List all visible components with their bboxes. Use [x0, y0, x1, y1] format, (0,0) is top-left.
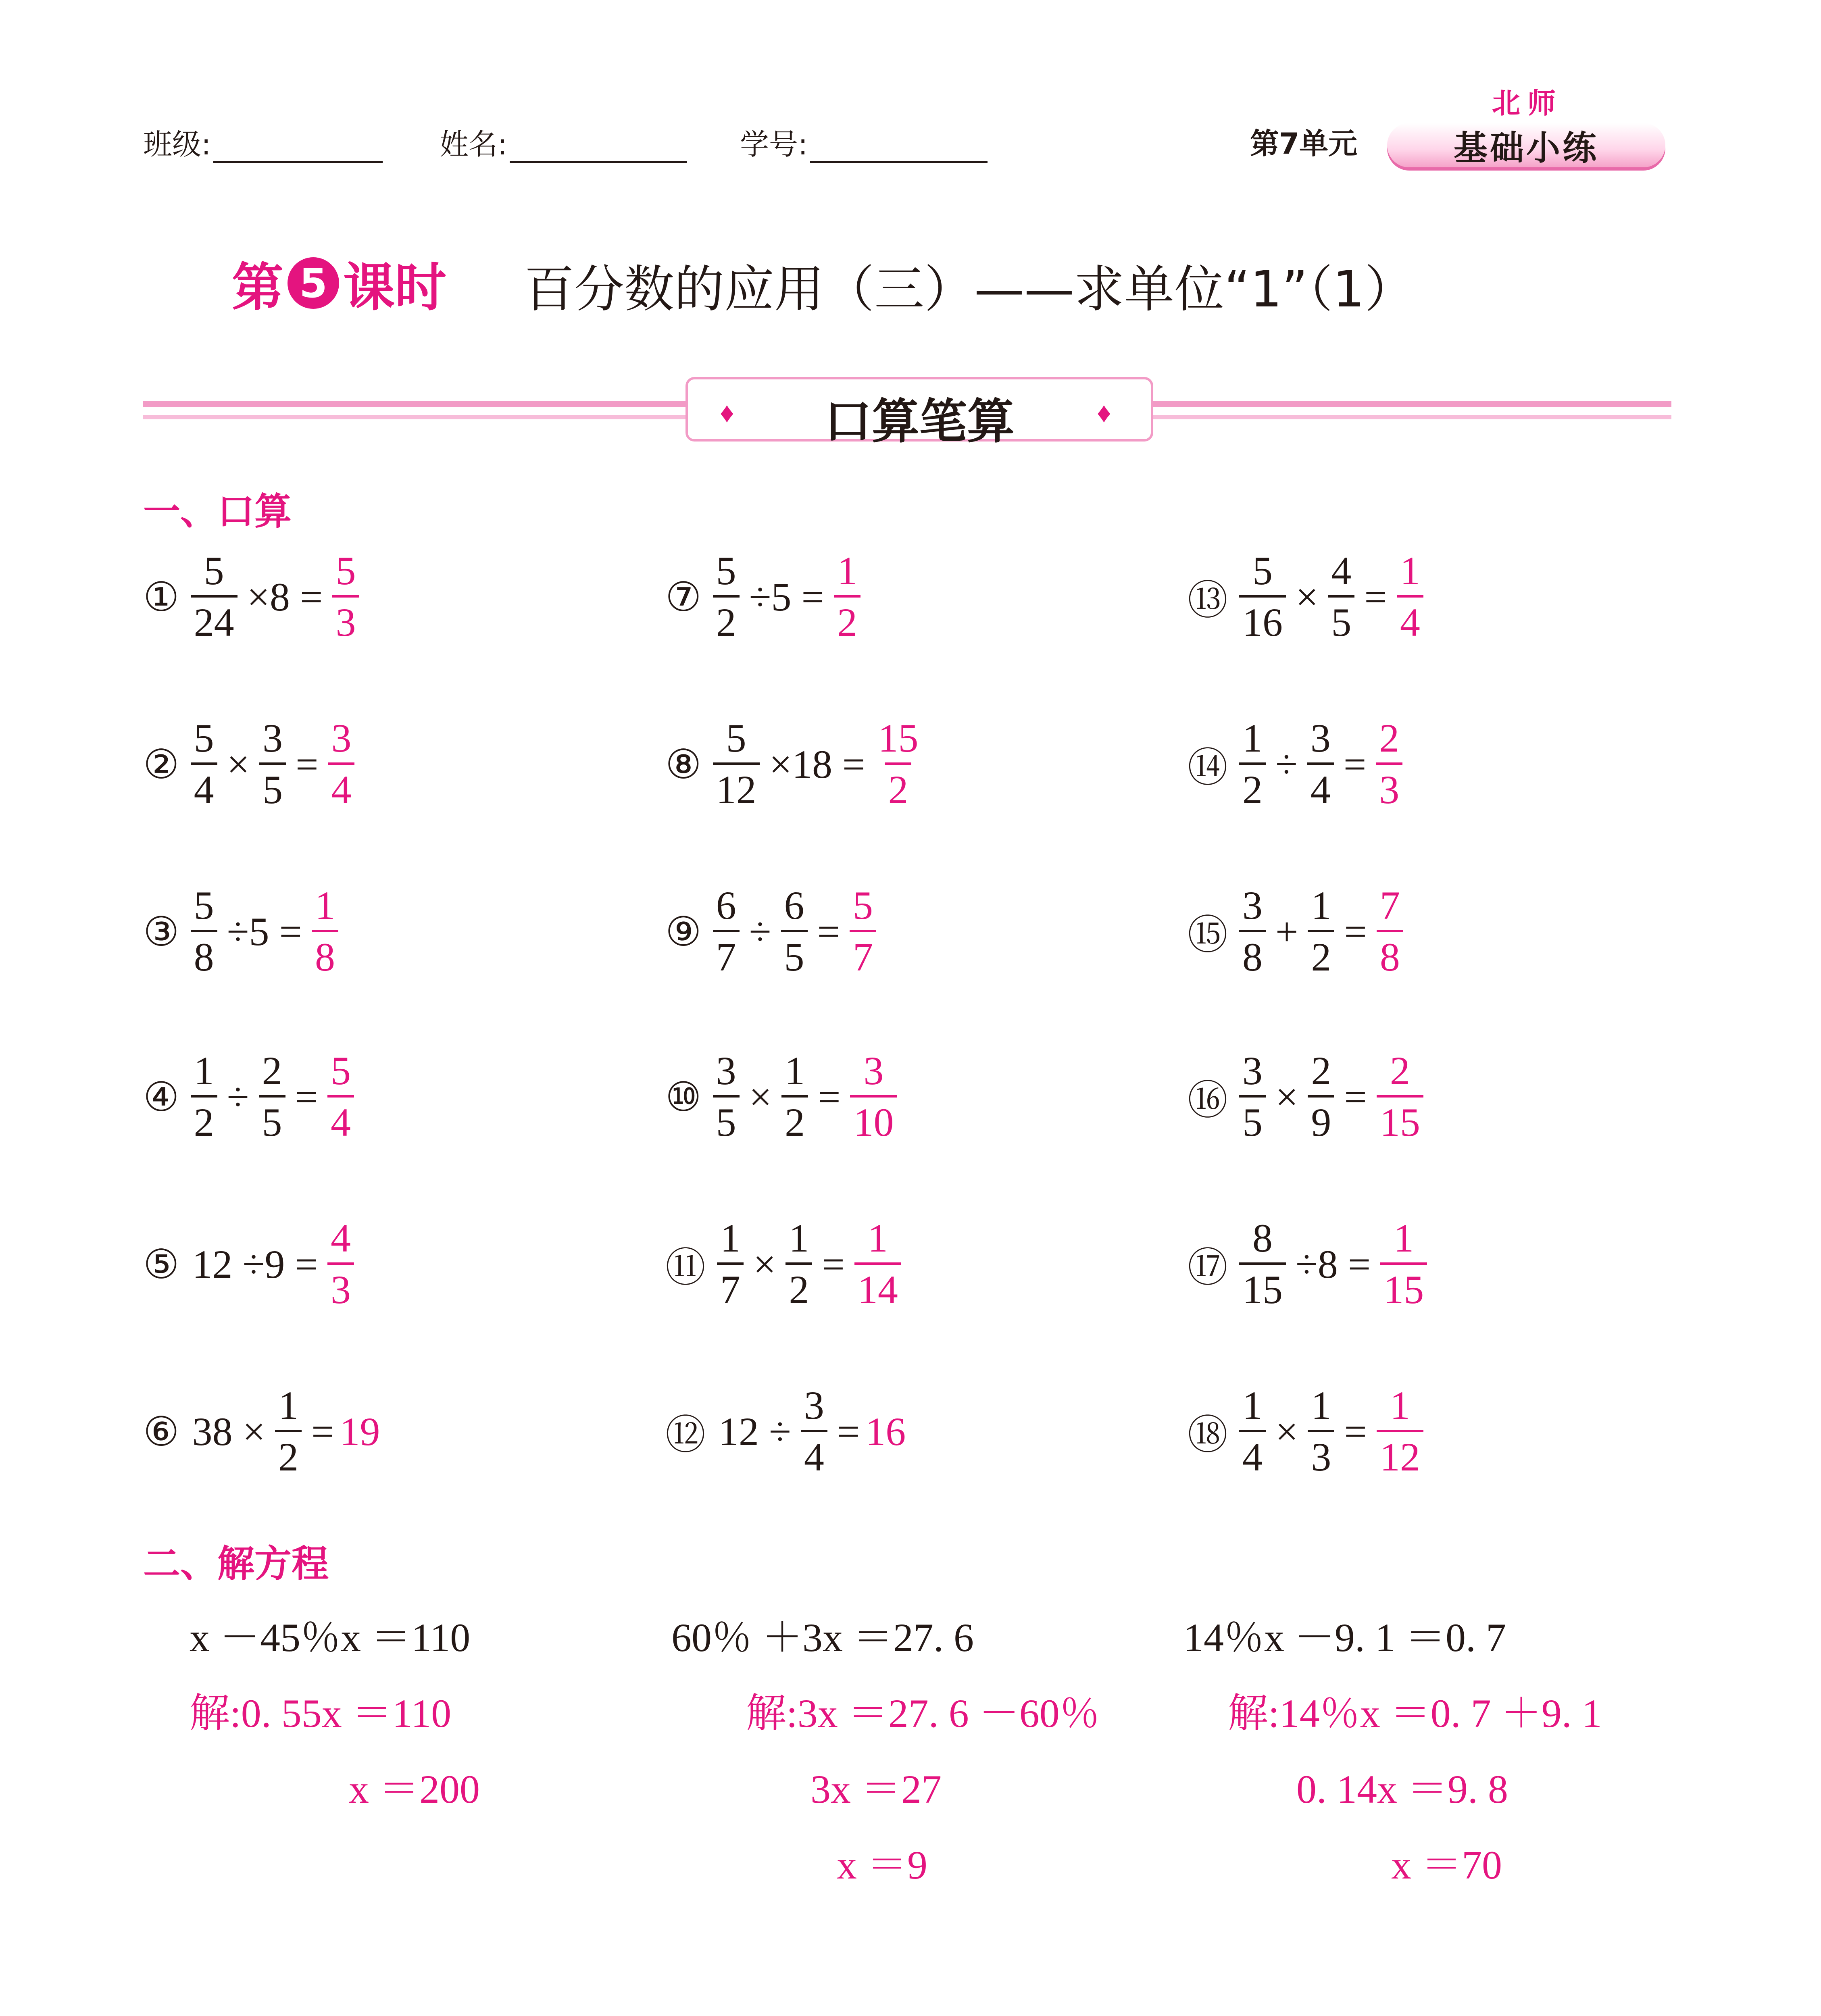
problem-number: ①: [143, 575, 179, 620]
equation-question: 14％x －9. 1 ＝0. 7: [1183, 1615, 1506, 1660]
expression-text: =: [1343, 741, 1367, 787]
answer-fraction: [328, 718, 354, 810]
denominator: 15: [1380, 1262, 1427, 1310]
denominator: 5: [259, 762, 286, 810]
answer-value: 19: [340, 1409, 380, 1454]
denominator: 4: [328, 762, 354, 810]
denominator: 4: [327, 1095, 354, 1143]
problem-number: ⑦: [665, 575, 702, 620]
problem-number: ⑫: [665, 1413, 706, 1458]
fraction: [191, 885, 217, 977]
numerator: 1: [1394, 1216, 1414, 1260]
problem-number: ②: [143, 742, 179, 787]
fraction: [259, 718, 286, 810]
expression-text: 12 ÷9 =: [192, 1241, 318, 1287]
denominator: 3: [1376, 762, 1402, 810]
expression-text: =: [295, 1074, 318, 1119]
fraction: [1308, 1048, 1334, 1145]
expression-text: +: [1275, 909, 1298, 954]
denominator: 7: [713, 930, 740, 977]
page-title: 百分数的应用（三）——求单位“1”（1）: [524, 260, 1415, 319]
fraction: [1239, 885, 1266, 977]
answer-fraction: [1376, 718, 1402, 810]
answer-fraction: [327, 1218, 354, 1310]
numerator: 3: [1242, 883, 1263, 928]
numerator: 7: [1379, 883, 1400, 928]
fraction: [781, 1048, 808, 1145]
numerator: 2: [1379, 716, 1400, 760]
denominator: 5: [259, 1095, 285, 1143]
expression-text: ×: [1275, 1074, 1298, 1119]
problem-item: [1188, 1204, 1431, 1325]
solution-step: 解:14％x ＝0. 7 ＋9. 1: [1228, 1691, 1602, 1736]
numerator: 3: [716, 1048, 736, 1093]
answer-fraction: [1377, 1048, 1423, 1145]
fraction: [713, 885, 740, 977]
section-heading-equations: 二、解方程: [143, 1542, 329, 1585]
problem-number: ③: [143, 909, 179, 954]
problem-item: [1188, 536, 1427, 657]
fraction: [1239, 548, 1286, 645]
expression-text: 38 ×: [192, 1409, 266, 1454]
denominator: 10: [850, 1095, 897, 1143]
answer-value: 16: [865, 1409, 906, 1454]
expression-text: ÷5 =: [749, 574, 824, 619]
denominator: 2: [191, 1095, 217, 1143]
numerator: 1: [1400, 548, 1420, 593]
problem-number: ⑨: [665, 909, 702, 954]
numerator: 3: [1310, 716, 1331, 760]
problem-item: [143, 871, 342, 992]
problem-number: ⑰: [1188, 1245, 1228, 1290]
denominator: 2: [275, 1430, 302, 1477]
expression-text: =: [818, 1074, 841, 1119]
solution-step: x ＝70: [1391, 1843, 1502, 1887]
expression-text: =: [817, 909, 840, 954]
denominator: 2: [1308, 930, 1334, 977]
denominator: 4: [1397, 595, 1423, 643]
numerator: 5: [194, 716, 214, 760]
numerator: 15: [878, 716, 919, 760]
problem-item: [143, 1371, 380, 1492]
student-number-label: 学号:: [740, 127, 808, 161]
expression-text: ×: [1275, 1409, 1298, 1454]
diamond-icon: ♦: [720, 398, 734, 429]
numerator: 3: [1242, 1048, 1263, 1093]
denominator: 5: [781, 930, 808, 977]
expression-text: ÷: [749, 909, 771, 954]
expression-text: =: [822, 1241, 845, 1287]
fraction: [191, 718, 217, 810]
expression-text: =: [1344, 1074, 1367, 1119]
answer-fraction: [312, 885, 338, 977]
section-banner-title: 口算笔算: [824, 394, 1015, 449]
numerator: 5: [204, 548, 224, 593]
numerator: 3: [804, 1383, 824, 1428]
diamond-icon: ♦: [1097, 398, 1111, 429]
numerator: 1: [1242, 716, 1263, 760]
problem-item: [665, 536, 865, 657]
expression-text: ÷: [227, 1074, 249, 1119]
problem-number: ⑭: [1188, 746, 1228, 790]
answer-fraction: [332, 548, 359, 645]
numerator: 6: [716, 883, 736, 928]
answer-fraction: [834, 548, 860, 645]
numerator: 1: [1390, 1383, 1410, 1428]
denominator: 4: [801, 1430, 827, 1477]
problem-item: [1188, 704, 1406, 825]
solution-step: 解:0. 55x ＝110: [190, 1691, 452, 1736]
denominator: 9: [1308, 1095, 1334, 1143]
denominator: 2: [785, 1262, 812, 1310]
problem-number: ⑤: [143, 1242, 179, 1287]
name-field[interactable]: [440, 121, 687, 163]
numerator: 3: [331, 716, 352, 760]
denominator: 3: [332, 595, 359, 643]
fraction: [1239, 1218, 1286, 1310]
denominator: 5: [1239, 1095, 1266, 1143]
problem-item: [665, 1371, 906, 1492]
denominator: 14: [854, 1262, 901, 1310]
answer-fraction: [1397, 548, 1423, 645]
expression-text: =: [837, 1409, 860, 1454]
fraction: [713, 1048, 740, 1145]
denominator: 8: [312, 930, 338, 977]
fraction: [717, 1218, 744, 1310]
class-blank[interactable]: [213, 133, 383, 163]
numerator: 2: [262, 1048, 282, 1093]
expression-text: =: [311, 1409, 334, 1454]
expression-text: =: [296, 741, 319, 787]
denominator: 4: [191, 762, 217, 810]
numerator: 1: [837, 548, 857, 593]
answer-fraction: [875, 718, 921, 810]
fraction: [1307, 718, 1334, 810]
expression-text: ×18 =: [769, 741, 865, 787]
name-blank[interactable]: [510, 133, 687, 163]
fraction: [1239, 1385, 1266, 1477]
problem-item: [665, 1204, 905, 1325]
answer-fraction: [850, 1048, 897, 1145]
equation-question: 60％ ＋3x ＝27. 6: [671, 1615, 974, 1660]
solution-step: x ＝9: [837, 1843, 927, 1887]
numerator: 5: [716, 548, 736, 593]
problem-number: ⑩: [665, 1075, 702, 1120]
numerator: 1: [785, 1048, 805, 1093]
problem-number: ⑱: [1188, 1413, 1228, 1458]
numerator: 1: [278, 1383, 299, 1428]
fraction: [713, 718, 760, 810]
numerator: 1: [194, 1048, 214, 1093]
expression-text: =: [1344, 909, 1367, 954]
problem-item: [665, 871, 880, 992]
denominator: 7: [717, 1262, 744, 1310]
denominator: 7: [850, 930, 876, 977]
brand-title: 基础小练: [1453, 128, 1599, 168]
numerator: 1: [867, 1216, 888, 1260]
problem-number: ⑮: [1188, 913, 1228, 958]
numerator: 5: [335, 548, 356, 593]
fraction: [1308, 1385, 1334, 1477]
denominator: 16: [1239, 595, 1286, 643]
problem-number: ④: [143, 1075, 179, 1120]
denominator: 2: [781, 1095, 808, 1143]
numerator: 2: [1311, 1048, 1331, 1093]
fraction: [1239, 718, 1266, 810]
numerator: 8: [1252, 1216, 1273, 1260]
problem-item: [143, 1204, 358, 1325]
answer-fraction: [854, 1218, 901, 1310]
denominator: 3: [1308, 1430, 1334, 1477]
denominator: 8: [191, 930, 217, 977]
problem-item: [1188, 1036, 1427, 1157]
answer-fraction: [327, 1048, 354, 1145]
numerator: 1: [789, 1216, 809, 1260]
problem-item: [1188, 871, 1407, 992]
solution-step: 解:3x ＝27. 6 －60％: [746, 1691, 1100, 1736]
expression-text: ÷5 =: [227, 909, 302, 954]
expression-text: =: [1364, 574, 1387, 619]
fraction: [801, 1385, 827, 1477]
problem-number: ⑥: [143, 1409, 179, 1454]
problem-number: ⑯: [1188, 1078, 1228, 1123]
numerator: 6: [784, 883, 804, 928]
expression-text: ×8 =: [247, 574, 323, 619]
problem-item: [1188, 1371, 1427, 1492]
problem-item: [143, 1036, 358, 1157]
answer-fraction: [850, 885, 876, 977]
fraction: [713, 548, 740, 645]
expression-text: ×: [227, 741, 250, 787]
numerator: 1: [1242, 1383, 1263, 1428]
fraction: [259, 1048, 285, 1145]
lesson-number-badge: 5: [288, 257, 339, 309]
expression-text: ÷: [1275, 741, 1298, 787]
fraction: [191, 548, 238, 645]
brand-publisher: 北师: [1492, 87, 1563, 120]
problem-number: ⑬: [1188, 578, 1228, 623]
numerator: 1: [1311, 1383, 1331, 1428]
student-number-field[interactable]: [740, 121, 988, 163]
unit-label: 第7单元: [1250, 127, 1358, 160]
fraction: [785, 1218, 812, 1310]
expression-text: 12 ÷: [719, 1409, 791, 1454]
numerator: 1: [315, 883, 335, 928]
numerator: 3: [863, 1048, 884, 1093]
expression-text: =: [1344, 1409, 1367, 1454]
expression-text: ÷8 =: [1296, 1241, 1371, 1287]
problem-number: ⑪: [665, 1245, 706, 1290]
problem-number: ⑧: [665, 742, 702, 787]
numerator: 5: [330, 1048, 351, 1093]
answer-fraction: [1377, 1385, 1423, 1477]
lesson-suffix: 课时: [343, 258, 447, 318]
problem-item: [665, 1036, 901, 1157]
lesson-prefix: 第: [232, 258, 284, 318]
solution-step: 0. 14x ＝9. 8: [1296, 1767, 1508, 1812]
expression-text: ×: [749, 1074, 772, 1119]
denominator: 2: [1239, 762, 1266, 810]
fraction: [1328, 548, 1354, 645]
fraction: [781, 885, 808, 977]
denominator: 3: [327, 1262, 354, 1310]
section-heading-mental-math: 一、口算: [143, 490, 292, 533]
denominator: 15: [1377, 1095, 1423, 1143]
denominator: 2: [713, 595, 740, 643]
denominator: 24: [191, 595, 238, 643]
fraction: [1239, 1048, 1266, 1145]
denominator: 8: [1239, 930, 1266, 977]
denominator: 8: [1377, 930, 1403, 977]
denominator: 12: [713, 762, 760, 810]
lesson-label: [232, 246, 446, 320]
name-label: 姓名:: [440, 127, 508, 161]
equation-question: x －45％x ＝110: [190, 1615, 471, 1660]
numerator: 1: [720, 1216, 740, 1260]
class-field[interactable]: [143, 121, 383, 163]
numerator: 5: [852, 883, 873, 928]
expression-text: ×: [1296, 574, 1319, 619]
denominator: 5: [1328, 595, 1354, 643]
answer-fraction: [1380, 1218, 1427, 1310]
fraction: [275, 1385, 302, 1477]
denominator: 2: [885, 762, 911, 810]
problem-item: [665, 704, 925, 825]
student-number-blank[interactable]: [810, 133, 988, 163]
numerator: 5: [194, 883, 214, 928]
fraction: [1308, 885, 1334, 977]
class-label: 班级:: [143, 127, 211, 161]
numerator: 2: [1390, 1048, 1410, 1093]
fraction: [191, 1048, 217, 1145]
expression-text: ×: [753, 1241, 776, 1287]
denominator: 15: [1239, 1262, 1286, 1310]
denominator: 2: [834, 595, 860, 643]
solution-step: x ＝200: [349, 1767, 480, 1812]
numerator: 5: [726, 716, 746, 760]
solution-step: 3x ＝27: [810, 1767, 942, 1812]
numerator: 4: [330, 1216, 351, 1260]
numerator: 1: [1311, 883, 1331, 928]
numerator: 3: [263, 716, 283, 760]
numerator: 4: [1331, 548, 1352, 593]
denominator: 4: [1307, 762, 1334, 810]
denominator: 5: [713, 1095, 740, 1143]
denominator: 4: [1239, 1430, 1266, 1477]
numerator: 5: [1252, 548, 1273, 593]
problem-item: [143, 704, 358, 825]
answer-fraction: [1377, 885, 1403, 977]
problem-item: [143, 536, 363, 657]
denominator: 12: [1377, 1430, 1423, 1477]
